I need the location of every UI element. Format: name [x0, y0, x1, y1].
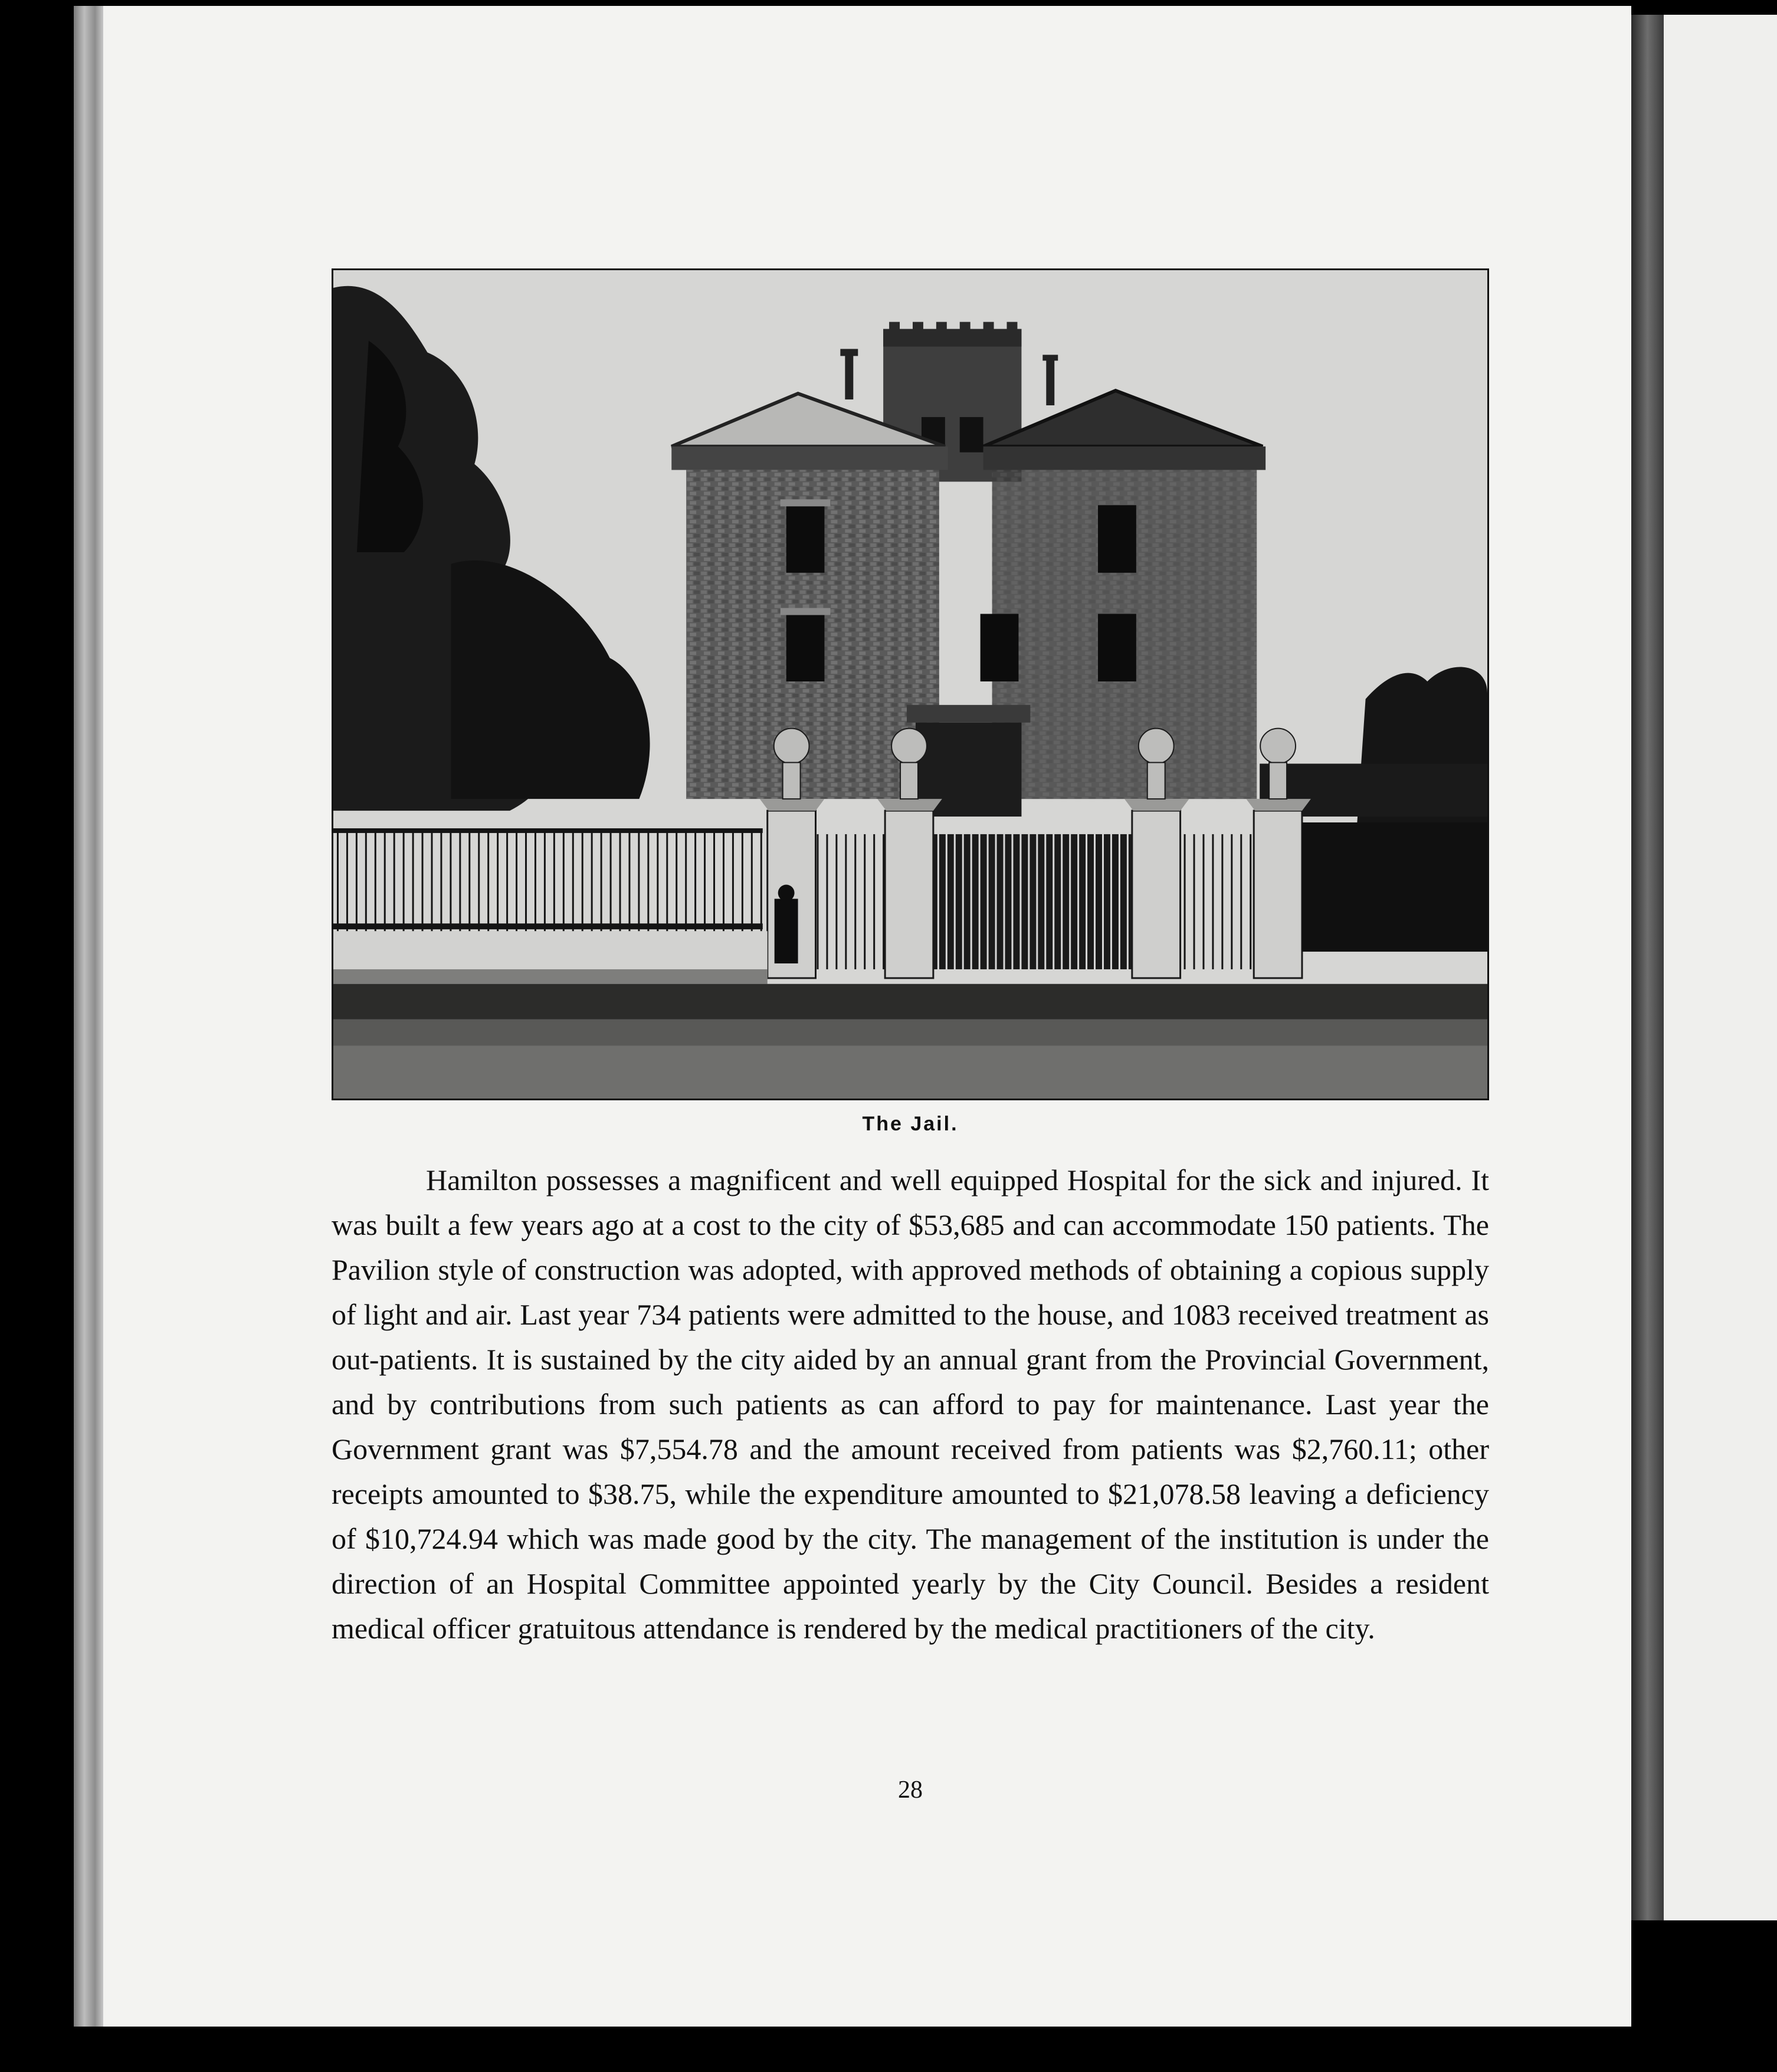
- photo-caption: The Jail.: [862, 1113, 959, 1135]
- jail-photograph: [332, 268, 1489, 1100]
- jail-building-photo-icon: [333, 270, 1487, 1099]
- body-paragraph: Hamilton possesses a magnificent and well equipped Hospital for the sick and injured. It was built a few years ago at a cost to the city of $53,685 and can accommodate 150 patients. The Pavilion style of construction was adopted, with approved methods of obtaining a copious supply of light and air. Last year 734 patients were admitted to the house, and 1083 received treatment as out-patients. It is sustained by the city aided by an annual grant from the Provincial Government, and by contributions from such patients as can afford to pay for maintenance. Last year the Government grant was $7,554.78 and the amount received from patients was $2,760.11; other receipts amounted to $38.75, while the expenditure amounted to $21,078.58 leaving a deficiency of $10,724.94 which was made good by the city. The management of the institution is under the direction of an Hospital Committee appointed yearly by the City Council. Besides a resident medical officer gratuitous attendance is rendered by the medical practitioners of the city.: [332, 1163, 1489, 1645]
- facing-page-edge: [1664, 15, 1777, 1920]
- page-number: 28: [898, 1776, 923, 1804]
- book-gutter: [1631, 15, 1664, 1920]
